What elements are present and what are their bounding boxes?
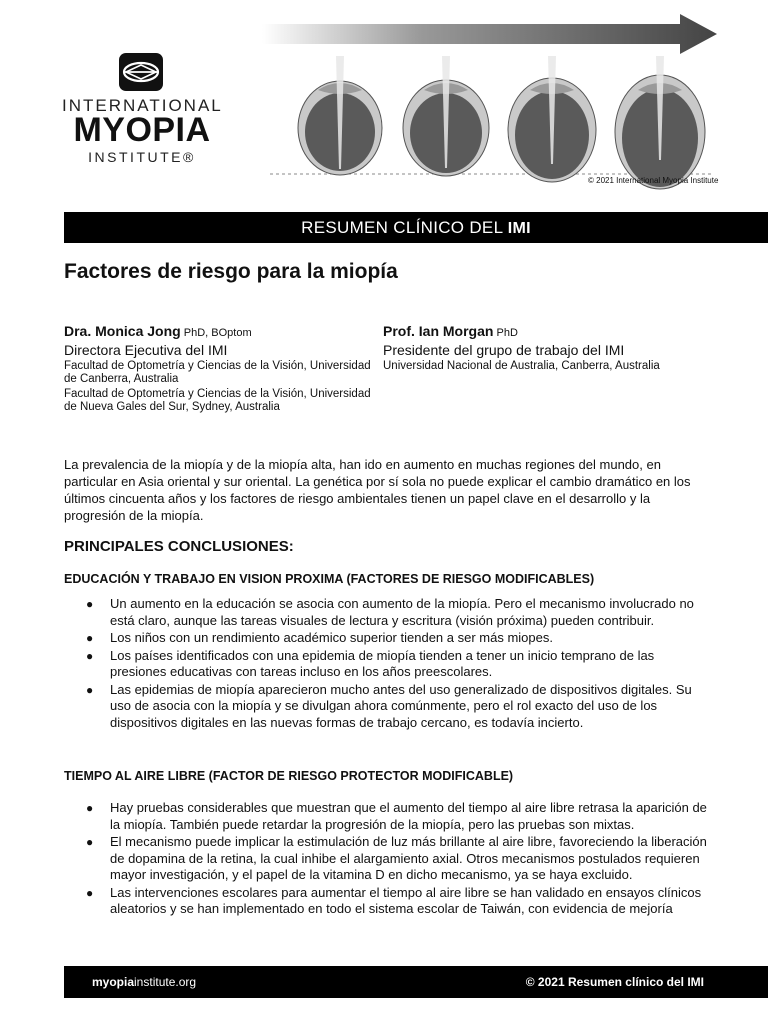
progress-arrow-graphic: [262, 12, 722, 56]
imi-logo-icon: [118, 52, 164, 92]
eye-elongation-illustration: [262, 56, 722, 196]
intro-paragraph: La prevalencia de la miopía y de la miopía alta, han ido en aumento en muchas regiones del mundo, en particular en Asia oriental y sur oriental. La genética por sí sola no puede explicar el cambio dramático en los últimos cincuenta años y los factores de riesgo ambientales tienen un papel clave en el desarrollo y la progresión de la miopía.: [64, 457, 691, 523]
footer-site-rest: institute.org: [134, 975, 197, 989]
list-item-text: El mecanismo puede implicar la estimulación de luz más brillante al aire libre, favoreciendo la liberación de dopamina de la retina, la cual inhibe el alargamiento axial. Otros mecanismos postulados requieren mayor investigación, y el papel de la vitamina D en dicho mecanismo, ya se haya excluido.: [110, 834, 707, 882]
author-name: Prof. Ian Morgan: [383, 323, 494, 339]
list-item-text: Los países identificados con una epidemia de miopía tienden a tener un inicio temprano de las presiones educativas con tareas incluso en los años preescolares.: [110, 647, 655, 679]
author-role: Presidente del grupo de trabajo del IMI: [383, 342, 625, 358]
list-item-text: Hay pruebas considerables que muestran que el aumento del tiempo al aire libre retrasa la aparición de la miopía. También puede retardar la progresión de la miopía, pero las pruebas son mixtas.: [110, 800, 707, 832]
bullet-icon: ●: [86, 835, 94, 849]
author-role: Directora Ejecutiva del IMI: [64, 342, 228, 358]
logo-text-myopia: MYOPIA: [73, 111, 211, 149]
list-item: [64, 630, 714, 647]
bullet-icon: ●: [86, 648, 94, 663]
banner-text: RESUMEN CLÍNICO DEL: [301, 218, 508, 237]
logo-text-institute: INSTITUTE®: [88, 149, 196, 165]
bullet-icon: ●: [86, 682, 94, 697]
list-item-text: Las epidemias de miopía aparecieron mucho antes del uso generalizado de dispositivos digitales. Su uso de asocia con la miopía y se divulgan ahora comúnmente, pero el rol exacto del uso de los dispositivos digitales en las nuevas formas de trabajo cercano, es todavía incierto.: [110, 681, 692, 730]
education-bullet-list: [64, 596, 714, 732]
author-block-jong: [64, 323, 380, 414]
bullet-icon: ●: [86, 597, 94, 611]
author-affiliation: Facultad de Optometría y Ciencias de la Visión, Universidad de Nueva Gales del Sur, Sydney, Australia: [64, 388, 371, 413]
main-conclusions-heading: PRINCIPALES CONCLUSIONES:: [64, 538, 294, 555]
illustration-copyright: © 2021 International Myopia Institute: [588, 176, 719, 185]
list-item: [64, 885, 714, 918]
author-credentials: PhD, BOptom: [180, 327, 252, 339]
banner-bold-text: IMI: [507, 220, 531, 237]
list-item: [64, 648, 714, 681]
footer-copyright: © 2021 Resumen clínico del IMI: [525, 975, 704, 989]
list-item-text: Los niños con un rendimiento académico superior tienden a ser más miopes.: [110, 630, 553, 645]
section-heading-outdoor: TIEMPO AL AIRE LIBRE (FACTOR DE RIESGO PROTECTOR MODIFICABLE): [64, 769, 514, 783]
list-item-text: Las intervenciones escolares para aumentar el tiempo al aire libre se han validado en ensayos clínicos aleatorios y se han implementado en todo el sistema escolar de Taiwán, con evidencia de mejoría: [110, 884, 702, 916]
bullet-icon: ●: [86, 801, 94, 815]
section-heading-education: EDUCACIÓN Y TRABAJO EN VISION PROXIMA (FACTORES DE RIESGO MODIFICABLES): [64, 572, 595, 586]
footer-website[interactable]: [92, 975, 196, 989]
list-item: [64, 682, 714, 732]
list-item: [64, 596, 714, 629]
author-affiliation: Facultad de Optometría y Ciencias de la Visión, Universidad de Canberra, Australia: [64, 360, 371, 385]
page-footer: [64, 966, 768, 998]
footer-site-bold: myopia: [92, 975, 135, 989]
outdoor-bullet-list: [64, 800, 714, 919]
author-name: Dra. Monica Jong: [64, 323, 181, 339]
author-affiliation: Universidad Nacional de Australia, Canberra, Australia: [383, 360, 660, 372]
bullet-icon: ●: [86, 631, 94, 645]
logo-text-international: INTERNATIONAL: [62, 96, 223, 115]
list-item-text: Un aumento en la educación se asocia con aumento de la miopía. Pero el mecanismo involucrado no está claro, aunque las tareas visuales de lectura y escritura (visión próxima) pueden contribuir.: [110, 596, 694, 628]
author-credentials: PhD: [493, 327, 518, 339]
author-block-morgan: [383, 323, 703, 373]
list-item: [64, 800, 714, 833]
list-item: [64, 834, 714, 884]
clinical-summary-banner: [64, 212, 768, 243]
page-title: Factores de riesgo para la miopía: [64, 260, 398, 283]
bullet-icon: ●: [86, 885, 94, 900]
